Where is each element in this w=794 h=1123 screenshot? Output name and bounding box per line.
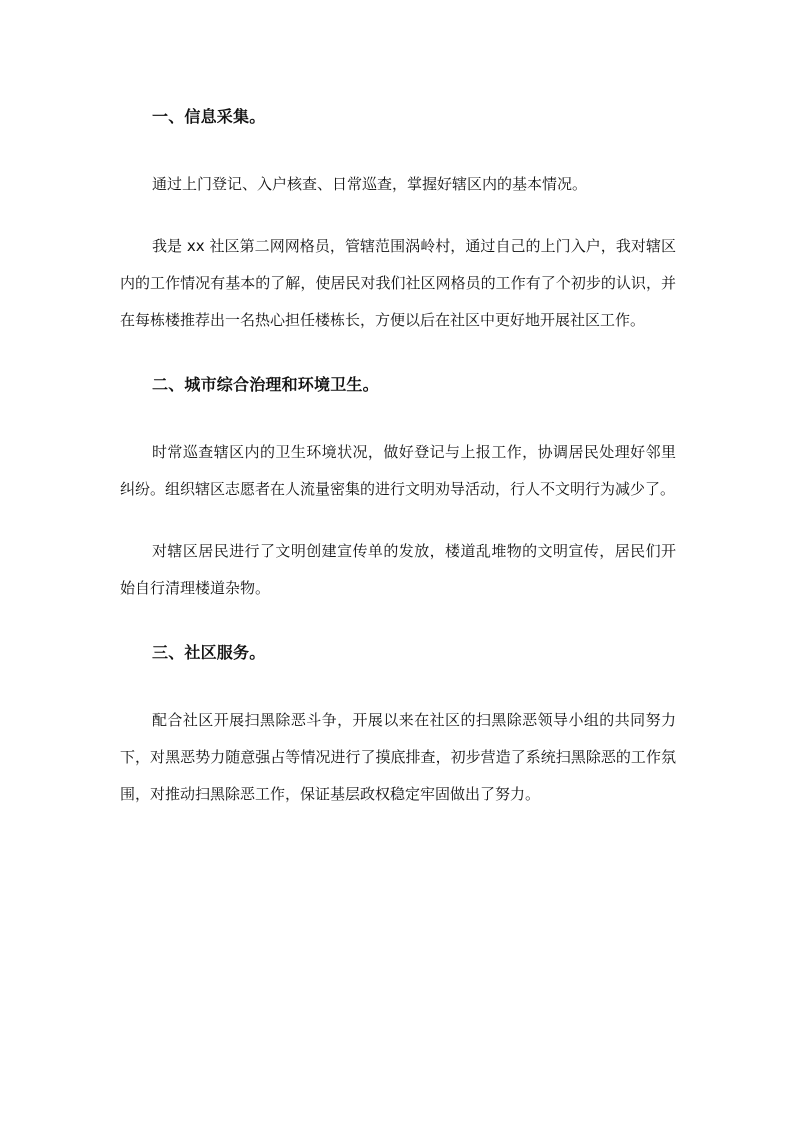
section-heading: 三、社区服务。 — [152, 643, 266, 662]
document-body — [120, 104, 676, 813]
paragraph: 我是 xx 社区第二网网格员，管辖范围涡岭村，通过自己的上门入户，我对辖区内的工作情况有基本的了解，使居民对我们社区网格员的工作有了个初步的认识，并在每栋楼推荐出一名热心担任楼栋长，方便以后在社区中更好地开展社区工作。 — [120, 237, 676, 329]
section-city-governance — [120, 372, 676, 607]
paragraph: 对辖区居民进行了文明创建宣传单的发放，楼道乱堆物的文明宣传，居民们开始自行清理楼道杂物。 — [120, 542, 676, 597]
section-heading: 一、信息采集。 — [152, 107, 266, 126]
section-information-collection — [120, 104, 676, 339]
paragraph: 时常巡查辖区内的卫生环境状况，做好登记与上报工作，协调居民处理好邻里纠纷。组织辖区志愿者在人流量密集的进行文明劝导活动，行人不文明行为减少了。 — [120, 443, 676, 498]
paragraph: 配合社区开展扫黑除恶斗争，开展以来在社区的扫黑除恶领导小组的共同努力下，对黑恶势力随意强占等情况进行了摸底排查，初步营造了系统扫黑除恶的工作氛围，对推动扫黑除恶工作，保证基层政权稳定牢固做出了努力。 — [120, 711, 676, 803]
section-heading: 二、城市综合治理和环境卫生。 — [152, 375, 379, 394]
paragraph: 通过上门登记、入户核查、日常巡查，掌握好辖区内的基本情况。 — [152, 175, 588, 193]
section-community-service — [120, 640, 676, 813]
